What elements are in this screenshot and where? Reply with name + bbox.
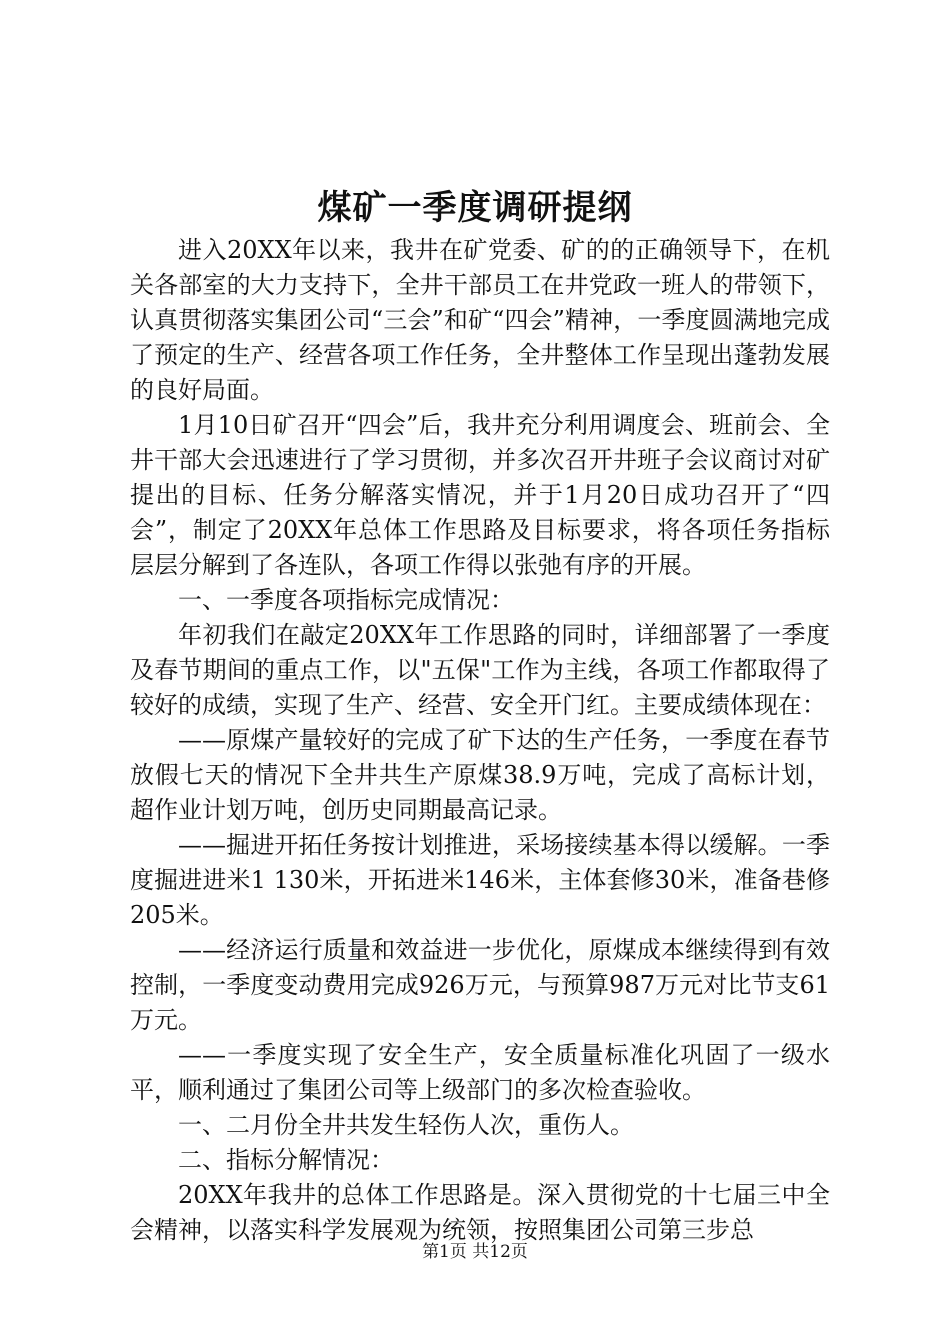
- section-heading-1: 一、一季度各项指标完成情况：: [178, 586, 514, 614]
- paragraph-3: 年初我们在敲定20XX年工作思路的同时，详细部署了一季度及春节期间的重点工作，以"五保"工作为主线，各项工作都取得了较好的成绩，实现了生产、经营、安全开门红。主要成绩体现在：: [130, 621, 830, 719]
- document-title: 煤矿一季度调研提纲: [317, 188, 633, 228]
- page-footer: 第1页 共12页: [422, 1242, 528, 1262]
- document-body: [130, 233, 830, 1248]
- bullet-safety: ——一季度实现了安全生产，安全质量标准化巩固了一级水平，顺利通过了集团公司等上级部门的多次检查验收。: [130, 1041, 830, 1104]
- bullet-coal-output: ——原煤产量较好的完成了矿下达的生产任务，一季度在春节放假七天的情况下全井共生产原煤38.9万吨，完成了高标计划，超作业计划万吨，创历史同期最高记录。: [130, 726, 830, 824]
- paragraph-1: 进入20XX年以来，我井在矿党委、矿的的正确领导下，在机关各部室的大力支持下，全井干部员工在井党政一班人的带领下，认真贯彻落实集团公司“三会”和矿“四会”精神，一季度圆满地完成了预定的生产、经营各项工作任务，全井整体工作呈现出蓬勃发展的良好局面。: [130, 236, 830, 404]
- section-heading-2: 二、指标分解情况：: [178, 1146, 394, 1174]
- paragraph-work-plan: 20XX年我井的总体工作思路是。深入贯彻党的十七届三中全会精神，以落实科学发展观为统领，按照集团公司第三步总: [130, 1181, 830, 1244]
- paragraph-2: 1月10日矿召开“四会”后，我井充分利用调度会、班前会、全井干部大会迅速进行了学习贯彻，并多次召开井班子会议商讨对矿提出的目标、任务分解落实情况，并于1月20日成功召开了“四会”，制定了20XX年总体工作思路及目标要求，将各项任务指标层层分解到了各连队，各项工作得以张弛有序的开展。: [130, 411, 830, 579]
- bullet-tunneling: ——掘进开拓任务按计划推进，采场接续基本得以缓解。一季度掘进进米1 130米，开拓进米146米，主体套修30米，准备巷修205米。: [130, 831, 830, 929]
- paragraph-injuries: 一、二月份全井共发生轻伤人次，重伤人。: [178, 1111, 634, 1139]
- bullet-economy: ——经济运行质量和效益进一步优化，原煤成本继续得到有效控制，一季度变动费用完成926万元，与预算987万元对比节支61万元。: [130, 936, 830, 1034]
